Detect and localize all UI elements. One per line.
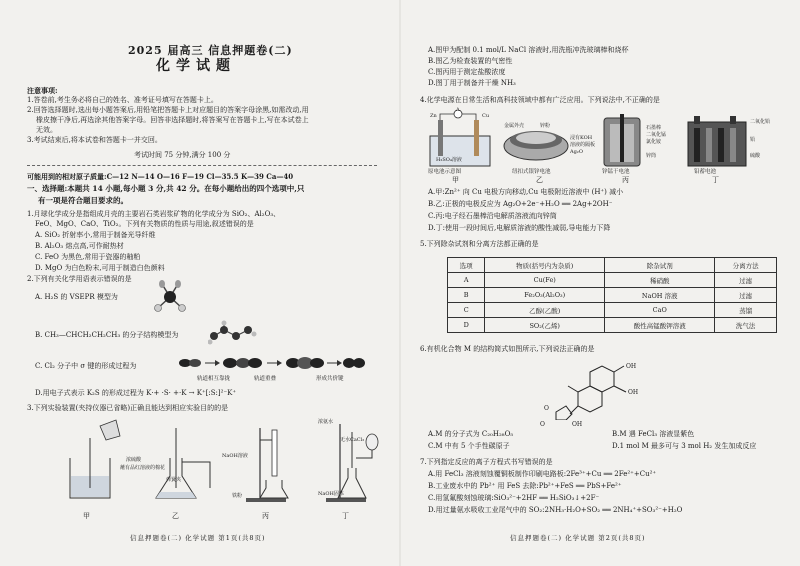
orbital-label: 轨道重叠 (254, 376, 277, 382)
table-cell: 稀硝酸 (605, 273, 715, 288)
fig-label: Ag₂O (570, 149, 583, 155)
fig-label: 浓氨水 (318, 419, 334, 425)
q7-stem: 7.下列指定反应的离子方程式书写错误的是 (420, 458, 553, 466)
q5-stem: 5.下列除杂试剂和分离方法都正确的是 (420, 240, 539, 248)
fig-label: 二氧化铅 (750, 119, 771, 125)
fig-label: 氯化铵 (646, 139, 662, 145)
fig-label: 溶液的隔板 (570, 142, 596, 148)
q3-option-a: A.图甲为配制 0.1 mol/L NaCl 溶液时,用洗瓶冲洗玻璃棒和烧杯 (428, 46, 629, 54)
q2-option-c: C. Cl₂ 分子中 σ 键的形成过程为 (35, 362, 137, 370)
fig-caption: 甲 (83, 512, 90, 520)
battery-figure (426, 110, 786, 172)
fig-label: NaOH溶液 (222, 453, 248, 459)
fig-label: OH (572, 421, 583, 428)
fig-label: 浓硫酸 (126, 457, 142, 463)
q6-stem: 6.有机化合物 M 的结构简式如图所示,下列说法正确的是 (420, 345, 595, 353)
divider (27, 165, 377, 166)
q1-option-a: A. SiO₂ 折射率小,常用于制备光导纤维 (35, 231, 156, 239)
q7-option-c: C.用氢氟酸刻蚀玻璃:SiO₃²⁻+2HF ══ H₂SiO₃↓+2F⁻ (428, 494, 600, 502)
q1-option-d: D. MgO 为白色粉末,可用于制造白色颜料 (35, 264, 165, 272)
exam-time: 考试时间 75 分钟,满分 100 分 (134, 151, 231, 159)
table-row (448, 288, 777, 303)
table-cell: D (448, 318, 485, 333)
fig-label: 二氧化锰 (646, 132, 667, 138)
fig-label: A (456, 107, 460, 113)
ball-stick-model-figure (208, 320, 258, 346)
fig-caption: 甲 (452, 176, 459, 184)
fig-label: 锌筒 (646, 153, 657, 159)
exam-title: 2025 届高三 信息押题卷(二) (128, 44, 293, 57)
q3-option-c: C.图丙用于测定盐酸浓度 (428, 68, 506, 76)
fig-label: O (544, 405, 549, 412)
fig-label: OH (628, 389, 639, 396)
fig-label: 金属外壳 (504, 123, 525, 129)
notice-line: 无效。 (36, 126, 57, 134)
table-row (448, 303, 777, 318)
q6-option-c: C.M 中有 5 个手性碳原子 (428, 442, 510, 450)
page-right (400, 0, 800, 566)
fig-caption: 乙 (536, 176, 543, 184)
fig-label: 浸有KOH (570, 135, 593, 141)
notice-line: 1.答卷前,考生务必将自己的姓名、准考证号填写在答题卡上。 (27, 96, 218, 104)
orbital-overlap-figure (175, 353, 365, 373)
q4-stem: 4.化学电源在日常生活和高科技领域中都有广泛应用。下列说法中,不正确的是 (420, 96, 660, 104)
table-cell: 酸性高锰酸钾溶液 (605, 318, 715, 333)
q7-option-a: A.用 FeCl₃ 溶液刻蚀覆铜板制作印刷电路板:2Fe³⁺+Cu ══ 2Fe²⁺+Cu²⁺ (428, 470, 657, 478)
q4-option-d: D.丁:使用一段时间后,电解质溶液的酸性减弱,导电能力下降 (428, 224, 611, 232)
fig-label: 铁粉 (232, 493, 243, 499)
table-cell: CaO (605, 303, 715, 318)
vsepr-model-figure (150, 278, 190, 316)
page-footer: 信息押题卷(二) 化学试题 第1页(共8页) (130, 534, 266, 542)
fig-caption: 铅蓄电池 (694, 169, 717, 175)
table-header: 物质(括号内为杂质) (485, 258, 605, 273)
fig-label: O (540, 421, 545, 428)
orbital-label: 形成共价键 (316, 376, 344, 382)
table-header: 选项 (448, 258, 485, 273)
fig-label: 锌粉 (540, 123, 551, 129)
fig-label: Cu (482, 113, 490, 119)
q2-option-d: D.用电子式表示 K₂S 的形成过程为 K·+ ·S· +·K → K⁺[:S:]²⁻K⁺ (35, 389, 237, 397)
notice-line: 橡皮擦干净后,再选涂其他答案字母。回答非选择题时,将答案写在答题卡上,写在本试卷上 (36, 116, 309, 124)
q7-option-d: D.用过量氨水吸收工业尾气中的 SO₂:2NH₃·H₂O+SO₂ ══ 2NH₄⁺+SO₃²⁻+H₂O (428, 506, 683, 514)
fig-label: OH (626, 363, 637, 370)
q2-stem: 2.下列有关化学用语表示错误的是 (27, 275, 132, 283)
fig-caption: 锌锰干电池 (602, 169, 630, 175)
fig-label: NaOH固体 (318, 491, 344, 497)
q6-option-a: A.M 的分子式为 C₂₀H₂₈O₅ (428, 430, 514, 438)
fig-label: 铅 (750, 137, 756, 143)
q2-option-a: A. H₂S 的 VSEPR 模型为 (35, 293, 118, 301)
fig-caption: 原电池示意图 (428, 169, 462, 175)
separation-table (447, 257, 777, 333)
notice-line: 3.考试结束后,将本试卷和答题卡一并交回。 (27, 136, 162, 144)
q1-stem: FeO、MgO、CaO、TiO₂。下列有关物质的性质与用途,叙述错误的是 (35, 220, 254, 228)
section-heading: 有一项是符合题目要求的。 (38, 196, 128, 205)
table-cell: 洗气法 (715, 318, 777, 333)
fig-caption: 纽扣式银锌电池 (512, 169, 551, 175)
q6-option-d: D.1 mol M 最多可与 3 mol H₂ 发生加成反应 (612, 442, 757, 450)
subject-title: 化学试题 (156, 58, 236, 74)
table-header: 分离方法 (715, 258, 777, 273)
notice-title: 注意事项: (27, 86, 58, 95)
table-header: 除杂试剂 (605, 258, 715, 273)
fig-label: 硫酸 (750, 153, 761, 159)
fig-caption: 丁 (342, 512, 349, 520)
q3-option-d: D.图丁用于制备并干燥 NH₃ (428, 79, 516, 87)
fig-label: Zn (430, 113, 437, 119)
table-cell: 蒸馏 (715, 303, 777, 318)
q1-option-c: C. FeO 为黑色,常用于瓷器的釉粕 (35, 253, 141, 261)
q3-option-b: B.图乙为检查装置的气密性 (428, 57, 513, 65)
q2-option-b: B. CH₃—CHCH₂CH₂CH₃ 的分子结构模型为 (35, 331, 179, 339)
fig-label: 无水CaCl₂ (340, 437, 365, 443)
q4-option-c: C.丙:电子经石墨棒沿电解质溶液流向锌筒 (428, 212, 557, 220)
table-cell: 过滤 (715, 273, 777, 288)
q6-option-b: B.M 遇 FeCl₃ 溶液显紫色 (612, 430, 695, 438)
q3-stem: 3.下列实验装置(夹持仪器已省略)正确且能达到相应实验目的的是 (27, 404, 229, 412)
fig-caption: 丙 (262, 512, 269, 520)
notice-line: 2.回答选择题时,选出每小题答案后,用铅笔把答题卡上对应题目的答案字母涂黑,如需改动,用 (27, 106, 309, 114)
fig-caption: 乙 (172, 512, 179, 520)
table-cell: 乙醇(乙酸) (485, 303, 605, 318)
fig-label: H₂SO₄溶液 (436, 157, 462, 163)
section-heading: 一、选择题:本题共 14 小题,每小题 3 分,共 42 分。在每小题给出的四个选项中,只 (27, 184, 305, 193)
table-cell: Cu(Fe) (485, 273, 605, 288)
fig-caption: 丙 (622, 176, 629, 184)
table-cell: A (448, 273, 485, 288)
table-row (448, 273, 777, 288)
page-footer: 信息押题卷(二) 化学试题 第2页(共8页) (510, 534, 646, 542)
fig-label: 弹簧夹 (166, 477, 182, 483)
orbital-label: 轨道相互靠拢 (197, 376, 231, 382)
q1-stem: 1.月球化学成分是指组成月壳的主要岩石类岩浆矿物的化学成分为 SiO₂、Al₂O₃、 (27, 210, 281, 218)
fig-caption: 丁 (712, 176, 719, 184)
fig-label: 蘸有品红溶液的棉花 (120, 465, 166, 471)
table-cell: 过滤 (715, 288, 777, 303)
table-row (448, 318, 777, 333)
table-cell: Fe₂O₃(Al₂O₃) (485, 288, 605, 303)
table-header-row (448, 258, 777, 273)
table-cell: C (448, 303, 485, 318)
q7-option-b: B.工业废水中的 Pb²⁺ 用 FeS 去除:Pb²⁺+FeS ══ PbS+Fe²⁺ (428, 482, 622, 490)
q4-option-b: B.乙:正极的电极反应为 Ag₂O+2e⁻+H₂O ══ 2Ag+2OH⁻ (428, 200, 613, 208)
q1-option-b: B. Al₂O₃ 熔点高,可作耐热材 (35, 242, 124, 250)
atomic-masses: 可能用到的相对原子质量:C—12 N—14 O—16 F—19 Cl—35.5 K—39 Ca—40 (27, 172, 294, 181)
fig-label: 石墨棒 (646, 125, 662, 131)
table-cell: B (448, 288, 485, 303)
q4-option-a: A.甲:Zn²⁺ 向 Cu 电极方向移动,Cu 电极附近溶液中 (H⁺) 减小 (428, 188, 624, 196)
table-cell: SO₂(乙烯) (485, 318, 605, 333)
table-cell: NaOH 溶液 (605, 288, 715, 303)
